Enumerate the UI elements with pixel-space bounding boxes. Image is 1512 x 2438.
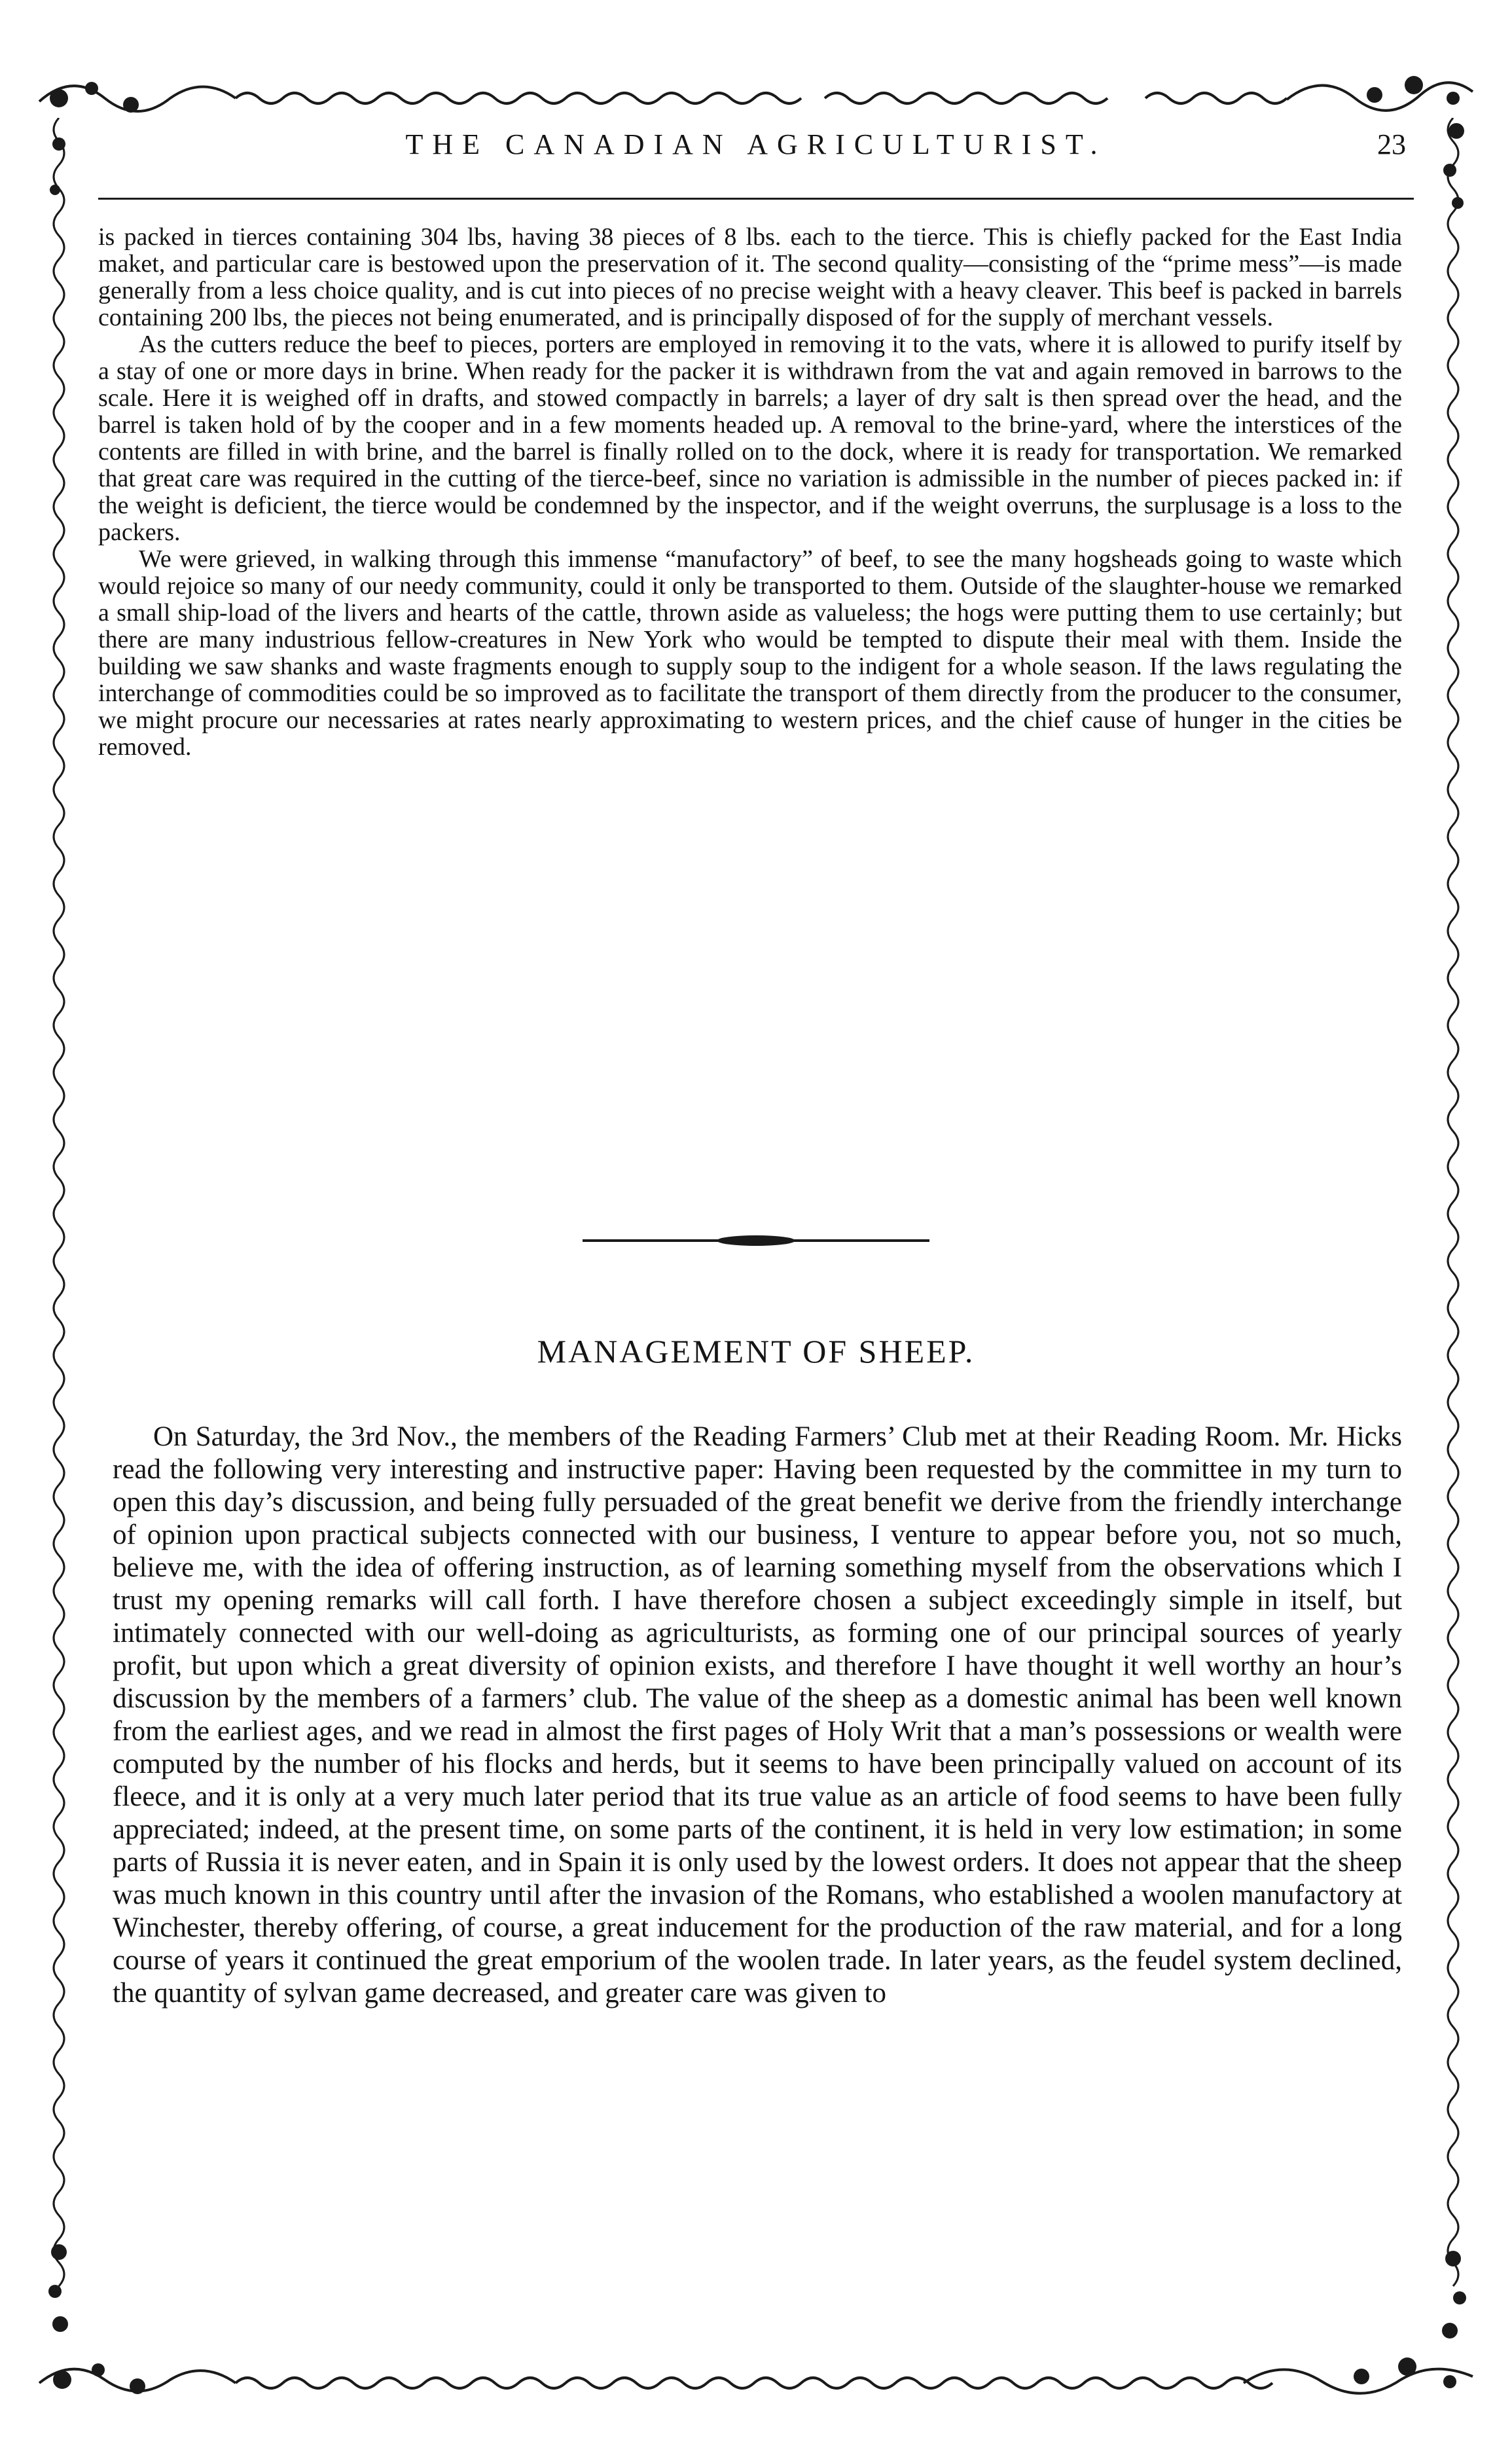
article-body: [113, 1421, 1402, 2010]
paragraph: On Saturday, the 3rd Nov., the members of the Reading Farmers’ Club met at their Reading Room. Mr. Hicks read the following very interesting and instructive paper: Having been requested by the committee in my turn to open this day’s discussion, and being fully persuaded of the great benefit we derive from the friendly interchange of opinion upon practical subjects connected with our business, I venture to appear before you, not so much, believe me, with the idea of offering instruction, as of learning something myself from the observations which I trust my opening remarks will call forth. I have therefore chosen a subject exceedingly simple in itself, but intimately connected with our well-doing as agriculturists, as forming one of our principal sources of yearly profit, but upon which a great diversity of opinion exists, and therefore I have thought it well worthy an hour’s discussion by the members of a farmers’ club. The value of the sheep as a domestic animal has been well known from the earliest ages, and we read in almost the first pages of Holy Writ that a man’s possessions or wealth were computed by the number of his flocks and herds, but it seems to have been principally valued on account of its fleece, and it is only at a very much later period that its true value as an article of food seems to have been fully appreciated; indeed, at the present time, on some parts of the continent, it is held in very low estimation; in some parts of Russia it is never eaten, and in Spain it is only used by the lowest orders. It does not appear that the sheep was much known in this country until after the invasion of the Romans, who established a woolen manufactory at Winchester, thereby offering, of course, a great inducement for the production of the raw material, and for a long course of years it continued the great emporium of the woolen trade. In later years, as the feudel system declined, the quantity of sylvan game decreased, and greater care was given to: [113, 1421, 1402, 2009]
paragraph: As the cutters reduce the beef to pieces, porters are employed in removing it to the vats, where it is allowed to purify itself by a stay of one or more days in brine. When ready for the packer it is withdrawn from the vat and again removed in barrows to the scale. Here it is weighed off in drafts, and stowed compactly in barrels; a layer of dry salt is then spread over the head, and the barrel is taken hold of by the cooper and in a few moments headed up. A removal to the brine-yard, where the interstices of the contents are filled in with brine, and the barrel is finally rolled on to the dock, where it is ready for transportation. We remarked that great care was required in the cutting of the tierce-beef, since no variation is admissible in the number of pieces packed in: if the weight is deficient, the tierce would be condemned by the inspector, and if the weight overruns, the surplusage is a loss to the packers.: [98, 331, 1402, 546]
paragraph: We were grieved, in walking through this immense “manufactory” of beef, to see the many hogsheads going to waste which would rejoice so many of our needy community, could it only be transported to them. Outside of the slaughter-house we remarked a small ship-load of the livers and hearts of the cattle, thrown aside as valueless; the hogs were putting them to use certainly; but there are many industrious fellow-creatures in New York who would be tempted to dispute their meal with them. Inside the building we saw shanks and waste fragments enough to supply soup to the indigent for a whole season. If the laws regulating the interchange of commodities could be so improved as to facilitate the transport of them directly from the producer to the consumer, we might procure our necessaries at rates nearly approximating to western prices, and the chief cause of hunger in the cities be removed.: [98, 545, 1402, 761]
section-separator: [576, 1231, 936, 1250]
page-header: [98, 128, 1414, 173]
left-border-ornament: [39, 118, 79, 2344]
bottom-border-ornament: [0, 2331, 1512, 2438]
article-continuation: [98, 224, 1402, 761]
page-number: 23: [1377, 128, 1406, 160]
running-title: THE CANADIAN AGRICULTURIST.: [405, 128, 1107, 160]
right-border-ornament: [1430, 118, 1476, 2344]
header-rule: [98, 198, 1414, 200]
paragraph: is packed in tierces containing 304 lbs, having 38 pieces of 8 lbs. each to the tierce. This is chiefly packed for the East India maket, and particular care is bestowed upon the preservation of it. The second quality—consisting of the “prime mess”—is made generally from a less choice quality, and is cut into pieces of no precise weight with a heavy cleaver. This beef is packed in barrels containing 200 lbs, the pieces not being enumerated, and is principally disposed of for the supply of merchant vessels.: [98, 223, 1402, 331]
section-title: MANAGEMENT OF SHEEP.: [537, 1333, 975, 1370]
top-border-ornament: [0, 0, 1512, 131]
